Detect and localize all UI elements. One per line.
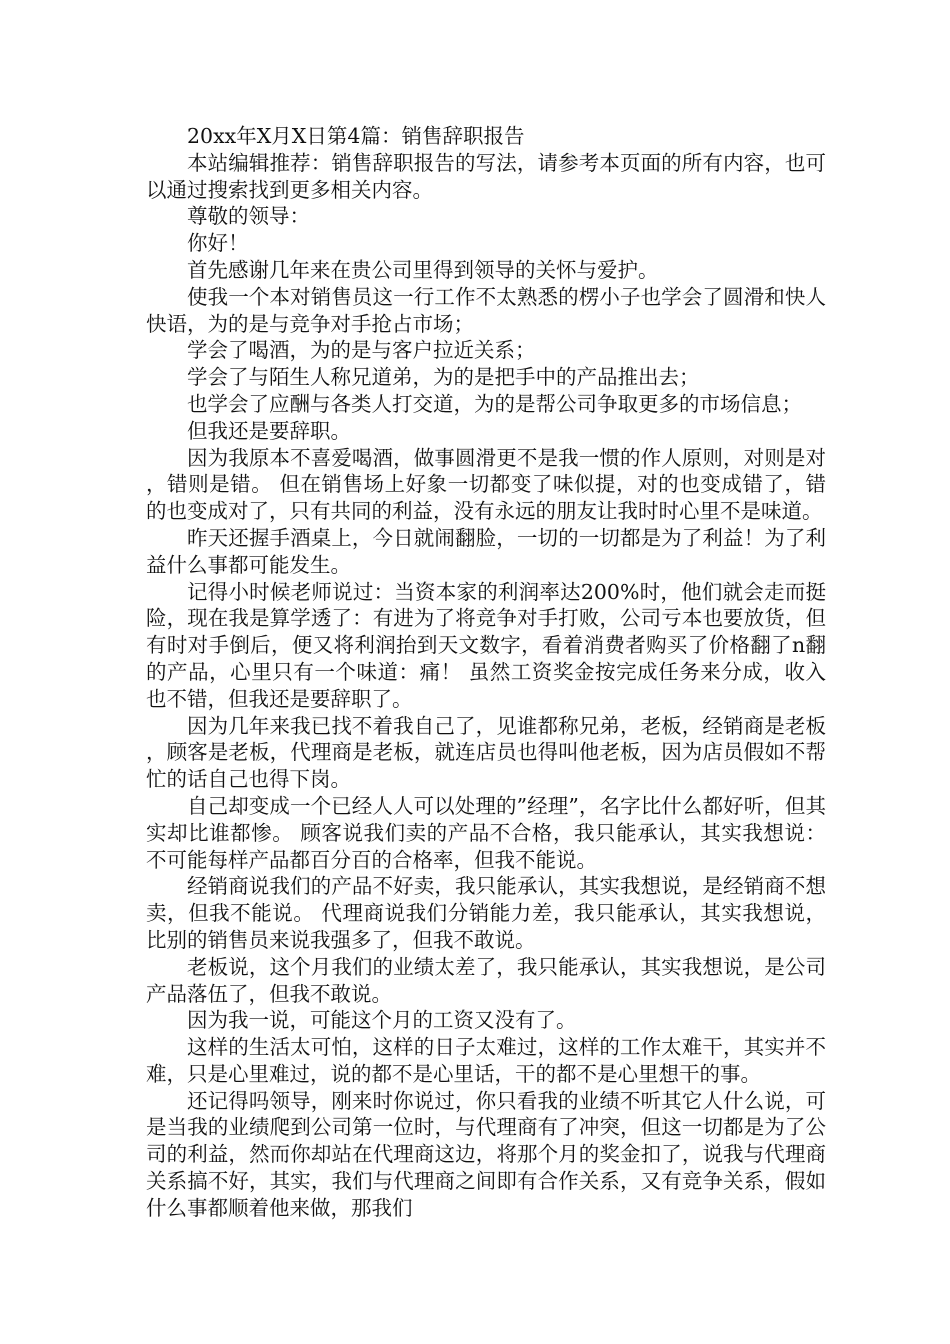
body-paragraph: 这样的生活太可怕，这样的日子太难过，这样的工作太难干，其实并不难，只是心里难过，说的都不是心里话，干的都不是心里想干的事。 (146, 1035, 826, 1086)
body-paragraph: 因为我原本不喜爱喝酒，做事圆滑更不是我一惯的作人原则，对则是对，错则是错。 但在销售场上好象一切都变了味似提，对的也变成错了，错的也变成对了，只有共同的利益，没有永远的朋友让我时时心里不是味道。 (146, 445, 826, 524)
body-paragraph: 也学会了应酬与各类人打交道，为的是帮公司争取更多的市场信息； (187, 391, 802, 416)
body-paragraph: 昨天还握手酒桌上，今日就闹翻脸，一切的一切都是为了利益！为了利益什么事都可能发生。 (146, 525, 826, 577)
body-paragraph: 但我还是要辞职。 (187, 418, 351, 443)
body-paragraph: 学会了与陌生人称兄道弟，为的是把手中的产品推出去； (187, 365, 700, 390)
body-paragraph: 老板说，这个月我们的业绩太差了，我只能承认，其实我想说，是公司产品落伍了，但我不敢说。 (146, 954, 826, 1006)
greeting-line: 你好！ (187, 231, 249, 256)
body-paragraph: 自己却变成一个已经人人可以处理的”经理”，名字比什么都好听，但其实却比谁都惨。 顾客说我们卖的产品不合格，我只能承认，其实我想说：不可能每样产品都百分百的合格率，但我不能说。 (146, 793, 826, 872)
editor-note-paragraph: 本站编辑推荐：销售辞职报告的写法，请参考本页面的所有内容，也可以通过搜索找到更多相关内容。 (146, 150, 826, 202)
body-paragraph: 学会了喝酒，为的是与客户拉近关系； (187, 338, 536, 363)
body-paragraph: 因为几年来我已找不着我自己了，见谁都称兄弟，老板，经销商是老板，顾客是老板，代理商是老板，就连店员也得叫他老板，因为店员假如不帮忙的话自己也得下岗。 (146, 713, 826, 792)
salutation-line: 尊敬的领导： (187, 204, 310, 229)
document-heading: 20xx年X月X日第4篇：销售辞职报告 (187, 124, 525, 148)
body-paragraph: 经销商说我们的产品不好卖，我只能承认，其实我想说，是经销商不想卖，但我不能说。 代理商说我们分销能力差，我只能承认，其实我想说，比别的销售员来说我强多了，但我不敢说。 (146, 874, 826, 952)
body-paragraph: 使我一个本对销售员这一行工作不太熟悉的楞小子也学会了圆滑和快人快语，为的是与竞争对手抢占市场； (146, 284, 826, 336)
body-paragraph: 因为我一说，可能这个月的工资又没有了。 (187, 1008, 577, 1033)
body-paragraph: 还记得吗领导，刚来时你说过，你只看我的业绩不听其它人什么说，可是当我的业绩爬到公司第一位时，与代理商有了冲突，但这一切都是为了公司的利益，然而你却站在代理商这边，将那个月的奖金扣了，说我与代理商关系搞不好，其实，我们与代理商之间即有合作关系，又有竞争关系，假如什么事都顺着他来做，那我们 (146, 1088, 826, 1220)
body-paragraph: 首先感谢几年来在贵公司里得到领导的关怀与爱护。 (187, 257, 659, 282)
document-body (146, 123, 826, 1222)
body-paragraph: 记得小时候老师说过：当资本家的利润率达200%时，他们就会走而挺险，现在我是算学透了：有进为了将竞争对手打败，公司亏本也要放货，但有时对手倒后，便又将利润抬到天文数字，看着消费者购买了价格翻了n翻的产品，心里只有一个味道：痛！ 虽然工资奖金按完成任务来分成，收入也不错，但我还是要辞职了。 (146, 579, 826, 711)
